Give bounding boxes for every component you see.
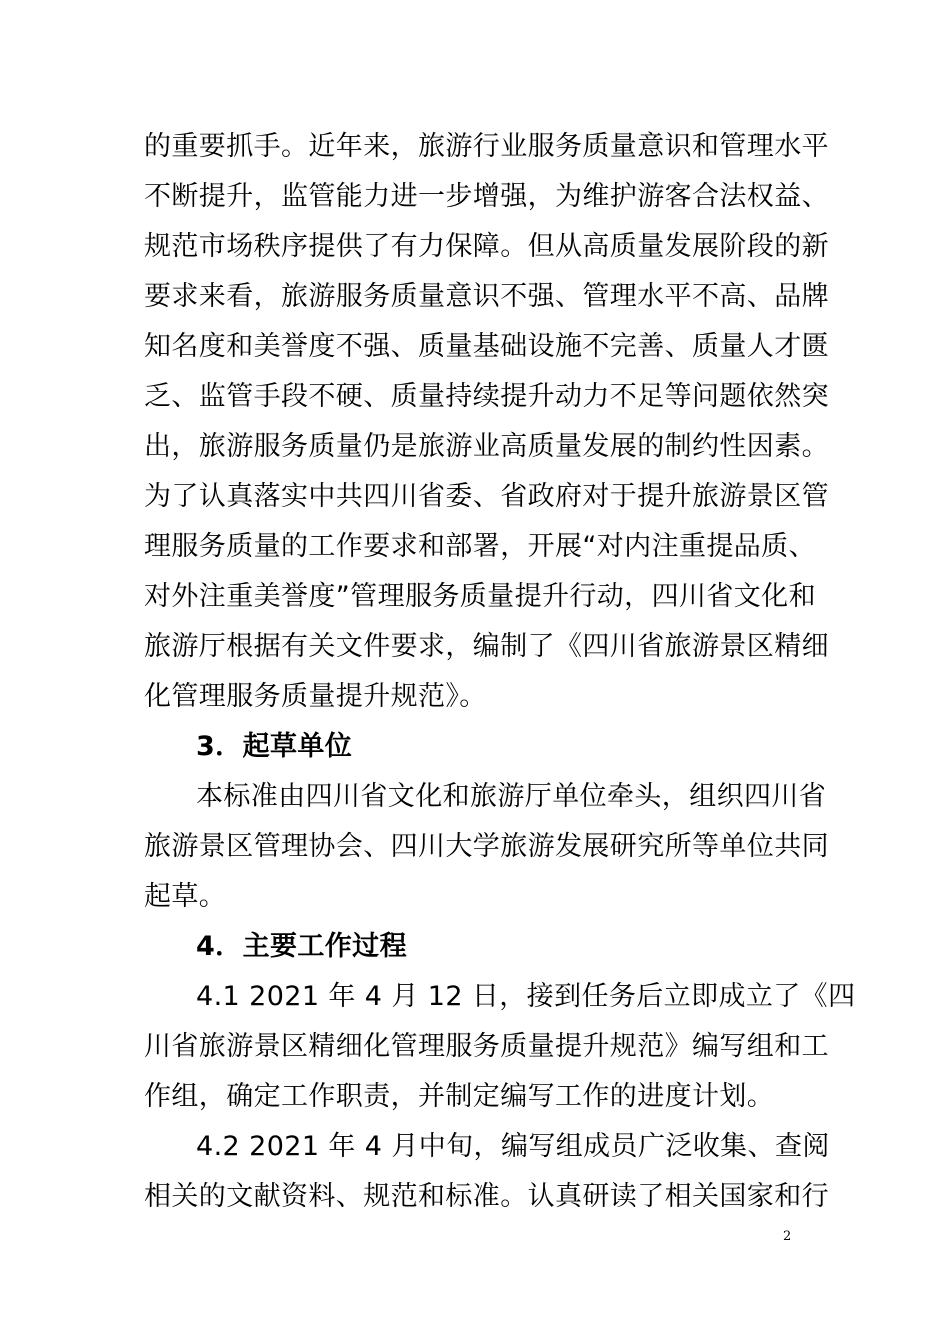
text-line: 为了认真落实中共四川省委、省政府对于提升旅游景区管 — [144, 481, 829, 512]
text-line: 旅游厅根据有关文件要求，编制了《四川省旅游景区精细 — [144, 631, 829, 662]
paragraph-step-4-1 — [144, 972, 856, 1122]
text-line: 起草。 — [144, 881, 227, 912]
text-line: 相关的文献资料、规范和标准。认真研读了相关国家和行 — [144, 1181, 829, 1212]
text-line: 理服务质量的工作要求和部署，开展“对内注重提品质、 — [144, 531, 816, 562]
text-line: 4.2 2021 年 4 月中旬，编写组成员广泛收集、查阅 — [196, 1131, 830, 1162]
text-line: 作组，确定工作职责，并制定编写工作的进度计划。 — [144, 1081, 775, 1112]
text-line: 要求来看，旅游服务质量意识不强、管理水平不高、品牌 — [144, 281, 829, 312]
text-line: 的重要抓手。近年来，旅游行业服务质量意识和管理水平 — [144, 131, 829, 162]
page-number: 2 — [783, 1229, 792, 1244]
text-line: 本标准由四川省文化和旅游厅单位牵头，组织四川省 — [196, 781, 827, 812]
text-line: 旅游景区管理协会、四川大学旅游发展研究所等单位共同 — [144, 831, 829, 862]
paragraph-step-4-2 — [144, 1122, 830, 1222]
text-line: 不断提升，监管能力进一步增强，为维护游客合法权益、 — [144, 181, 829, 212]
text-line: 4.1 2021 年 4 月 12 日，接到任务后立即成立了《四 — [196, 981, 856, 1012]
text-line: 规范市场秩序提供了有力保障。但从高质量发展阶段的新 — [144, 231, 829, 262]
section-heading-work-process: 4．主要工作过程 — [196, 931, 407, 962]
text-line: 化管理服务质量提升规范》。 — [144, 681, 487, 712]
document-body — [144, 122, 856, 1222]
text-line: 乏、监管手段不硬、质量持续提升动力不足等问题依然突 — [144, 381, 829, 412]
section-heading-drafting-units: 3．起草单位 — [196, 731, 353, 762]
paragraph-background — [144, 122, 829, 722]
text-line: 对外注重美誉度”管理服务质量提升行动，四川省文化和 — [144, 581, 816, 612]
paragraph-drafting-units — [144, 772, 829, 922]
text-line: 出，旅游服务质量仍是旅游业高质量发展的制约性因素。 — [144, 431, 829, 462]
text-line: 知名度和美誉度不强、质量基础设施不完善、质量人才匮 — [144, 331, 829, 362]
text-line: 川省旅游景区精细化管理服务质量提升规范》编写组和工 — [144, 1031, 829, 1062]
